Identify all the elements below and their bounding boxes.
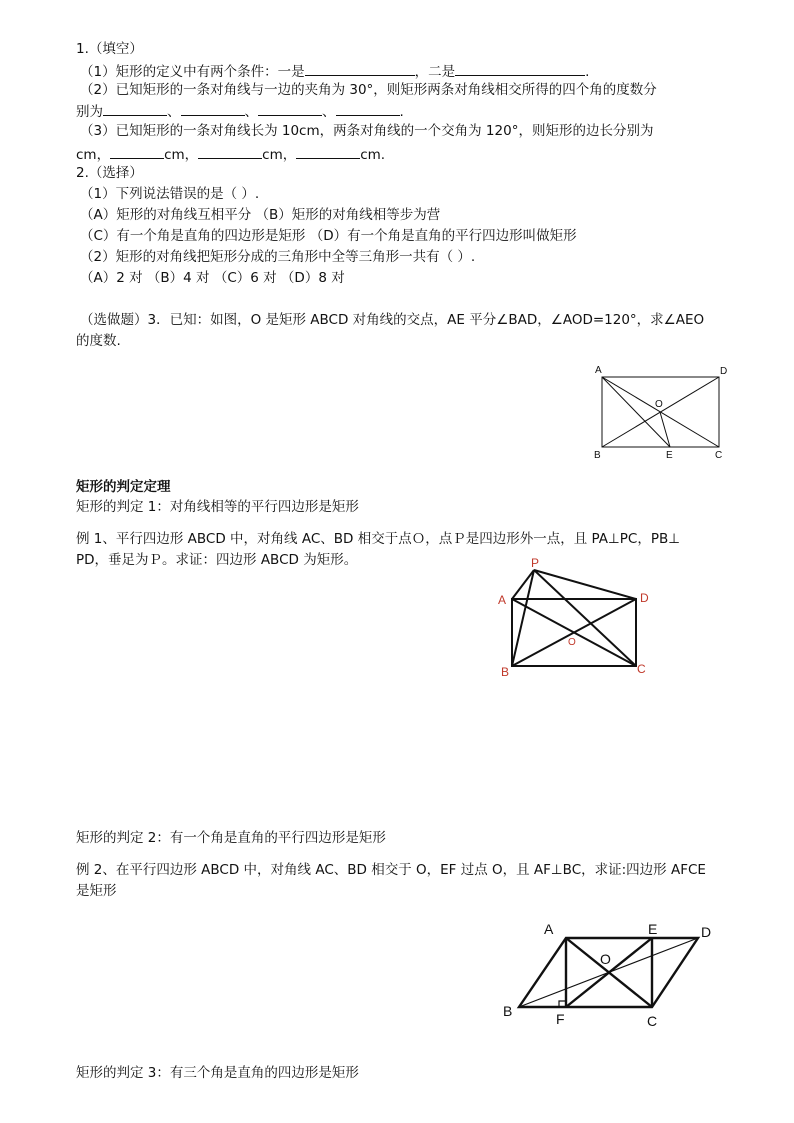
label-b: B xyxy=(594,450,601,461)
q1-part2-sep: 、 xyxy=(167,104,181,120)
answer-blank[interactable] xyxy=(103,101,167,116)
label-d: D xyxy=(720,366,728,377)
answer-blank[interactable] xyxy=(110,144,164,159)
label-b: B xyxy=(501,665,510,679)
q1-part2-end: . xyxy=(399,104,404,120)
parallelogram-figure-example2 xyxy=(500,918,722,1030)
answer-blank[interactable] xyxy=(258,101,322,116)
q2-options-cd: （C）有一个角是直角的四边形是矩形 （D）有一个角是直角的平行四边形叫做矩形 xyxy=(80,228,577,244)
section-title: 矩形的判定定理 xyxy=(76,479,171,495)
label-d: D xyxy=(640,591,649,605)
theorem-3: 矩形的判定 3：有三个角是直角的四边形是矩形 xyxy=(76,1065,359,1081)
q1-part1-end: . xyxy=(585,64,590,80)
answer-blank[interactable] xyxy=(296,144,360,159)
answer-blank[interactable] xyxy=(455,61,585,76)
q2-options-2: （A）2 对 （B）4 对 （C）6 对 （D）8 对 xyxy=(80,270,345,286)
label-c: C xyxy=(637,662,646,676)
answer-blank[interactable] xyxy=(336,101,400,116)
theorem-2: 矩形的判定 2：有一个角是直角的平行四边形是矩形 xyxy=(76,830,386,846)
diagonal-bd xyxy=(519,938,698,1007)
example-1-line1: 例 1、平行四边形 ABCD 中，对角线 AC、BD 相交于点Ｏ，点Ｐ是四边形外一点，且 PA⊥PC，PB⊥ xyxy=(76,531,680,547)
q1-part3-unit: cm， xyxy=(164,147,199,163)
label-e: E xyxy=(648,921,658,937)
answer-blank[interactable] xyxy=(305,61,415,76)
label-o: O xyxy=(655,399,663,410)
q1-part2-line2 xyxy=(76,101,404,121)
label-f: F xyxy=(556,1011,565,1027)
label-e: E xyxy=(666,450,673,461)
example-2-line1: 例 2、在平行四边形 ABCD 中，对角线 AC、BD 相交于 O，EF 过点 O，且 AF⊥BC，求证:四边形 AFCE xyxy=(76,862,706,878)
q2-header: 2.（选择） xyxy=(76,165,143,181)
label-c: C xyxy=(715,450,723,461)
q3-line1: （选做题）3．已知：如图，O 是矩形 ABCD 对角线的交点，AE 平分∠BAD，∠AOD=120°，求∠AEO xyxy=(80,312,705,328)
label-a: A xyxy=(595,365,602,376)
label-p: P xyxy=(531,556,540,570)
example-2-line2: 是矩形 xyxy=(76,883,117,899)
answer-blank[interactable] xyxy=(181,101,245,116)
label-a: A xyxy=(498,593,507,607)
q1-part1-text: （1）矩形的定义中有两个条件：一是 xyxy=(80,64,305,80)
theorem-1: 矩形的判定 1：对角线相等的平行四边形是矩形 xyxy=(76,499,359,515)
label-c: C xyxy=(647,1013,658,1029)
label-o: O xyxy=(568,637,576,648)
q2-part2: （2）矩形的对角线把矩形分成的三角形中全等三角形一共有（ ）. xyxy=(80,249,476,265)
rectangle-figure-example1 xyxy=(495,556,655,684)
label-d: D xyxy=(701,924,712,940)
example-1-line2: PD，垂足为Ｐ。求证：四边形 ABCD 为矩形。 xyxy=(76,552,358,568)
q1-header: 1.（填空） xyxy=(76,41,143,57)
q1-part2-line1: （2）已知矩形的一条对角线与一边的夹角为 30°，则矩形两条对角线相交所得的四个角的度数分 xyxy=(80,82,657,98)
q1-part1 xyxy=(80,61,589,81)
q2-options-ab: （A）矩形的对角线互相平分 （B）矩形的对角线相等步为营 xyxy=(80,207,441,223)
q1-part3-unit: cm. xyxy=(360,147,386,163)
label-b: B xyxy=(503,1003,513,1019)
answer-blank[interactable] xyxy=(198,144,262,159)
q3-line2: 的度数. xyxy=(76,333,121,349)
label-o: O xyxy=(600,951,611,967)
label-a: A xyxy=(544,921,554,937)
q1-part2-prefix: 别为 xyxy=(76,104,103,120)
q1-part3-unit: cm， xyxy=(262,147,297,163)
q1-part1-sep: ，二是 xyxy=(414,64,456,80)
q1-part3-line2 xyxy=(76,144,385,164)
q2-part1: （1）下列说法错误的是（ ）. xyxy=(80,186,260,202)
q1-part3-unit: cm， xyxy=(76,147,111,163)
rectangle-figure-q3 xyxy=(588,362,738,462)
q1-part3-line1: （3）已知矩形的一条对角线长为 10cm，两条对角线的一个交角为 120°，则矩形的边长分别为 xyxy=(80,123,654,139)
q1-part2-sep: 、 xyxy=(244,104,258,120)
q1-part2-sep: 、 xyxy=(322,104,336,120)
